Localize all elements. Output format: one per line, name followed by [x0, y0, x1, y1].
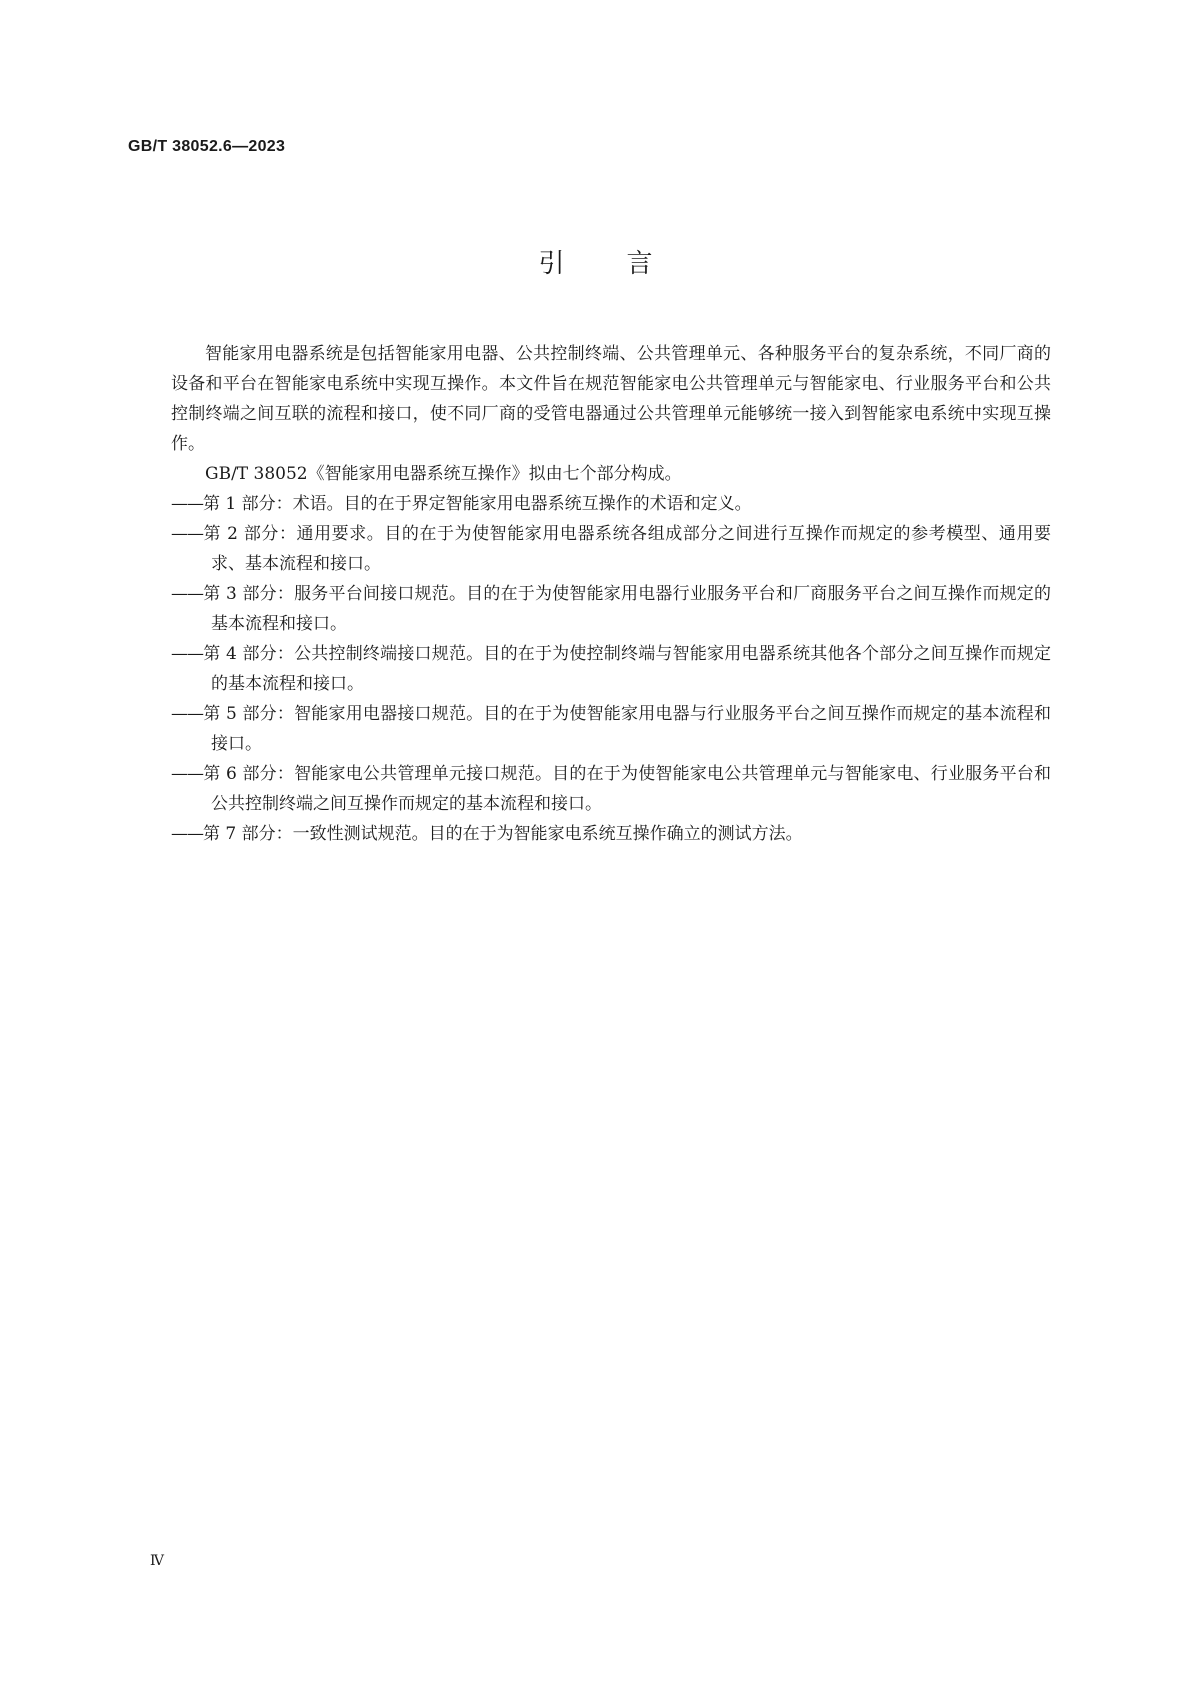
part-item [171, 489, 1051, 519]
part-item [171, 819, 1051, 849]
standard-code: GB/T 38052.6—2023 [128, 138, 286, 155]
part-item [171, 699, 1051, 759]
page-title: 引言 [538, 249, 715, 279]
document-body [171, 339, 1051, 849]
list-dash: —— [171, 644, 203, 664]
parts-list [171, 489, 1051, 849]
list-dash: —— [171, 704, 203, 724]
part-text: 第 3 部分：服务平台间接口规范。目的在于为使智能家用电器行业服务平台和厂商服务平台之间互操作而规定的基本流程和接口。 [203, 584, 1051, 634]
part-item [171, 519, 1051, 579]
part-text: 第 2 部分：通用要求。目的在于为使智能家用电器系统各组成部分之间进行互操作而规定的参考模型、通用要求、基本流程和接口。 [203, 524, 1051, 574]
page-number: Ⅳ [150, 1553, 164, 1569]
part-text: 第 5 部分：智能家用电器接口规范。目的在于为使智能家用电器与行业服务平台之间互操作而规定的基本流程和接口。 [203, 704, 1051, 754]
part-item [171, 579, 1051, 639]
part-item [171, 759, 1051, 819]
part-text: 第 4 部分：公共控制终端接口规范。目的在于为使控制终端与智能家用电器系统其他各个部分之间互操作而规定的基本流程和接口。 [203, 644, 1051, 694]
intro-paragraph: 智能家用电器系统是包括智能家用电器、公共控制终端、公共管理单元、各种服务平台的复杂系统，不同厂商的设备和平台在智能家电系统中实现互操作。本文件旨在规范智能家电公共管理单元与智能家电、行业服务平台和公共控制终端之间互联的流程和接口，使不同厂商的受管电器通过公共管理单元能够统一接入到智能家电系统中实现互操作。 [171, 344, 1051, 454]
parts-intro: GB/T 38052《智能家用电器系统互操作》拟由七个部分构成。 [205, 464, 682, 484]
part-text: 第 1 部分：术语。目的在于界定智能家用电器系统互操作的术语和定义。 [203, 494, 752, 514]
part-item [171, 639, 1051, 699]
part-text: 第 6 部分：智能家电公共管理单元接口规范。目的在于为使智能家电公共管理单元与智能家电、行业服务平台和公共控制终端之间互操作而规定的基本流程和接口。 [203, 764, 1051, 814]
list-dash: —— [171, 824, 203, 844]
list-dash: —— [171, 524, 203, 544]
list-dash: —— [171, 494, 203, 514]
part-text: 第 7 部分：一致性测试规范。目的在于为智能家电系统互操作确立的测试方法。 [203, 824, 803, 844]
list-dash: —— [171, 584, 203, 604]
list-dash: —— [171, 764, 203, 784]
